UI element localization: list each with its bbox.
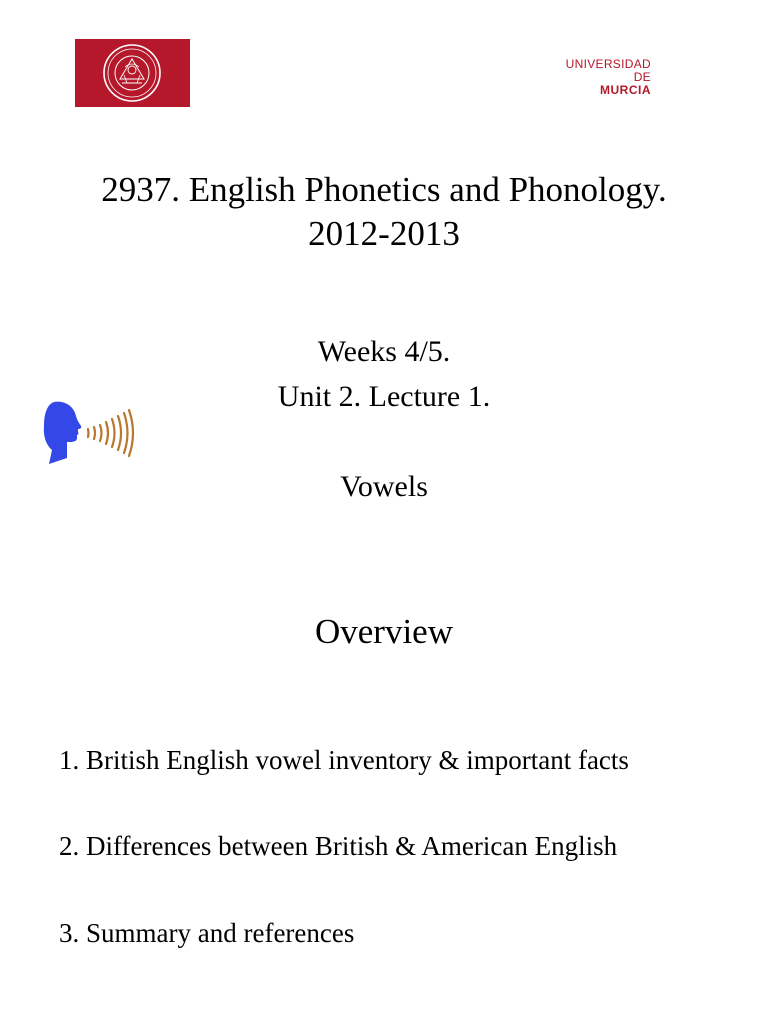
overview-heading: Overview	[314, 612, 453, 651]
course-title-line2: 2012-2013	[308, 214, 460, 253]
course-title-line1: 2937. English Phonetics and Phonology.	[101, 170, 667, 209]
university-logo	[75, 39, 190, 107]
seal-icon	[75, 39, 190, 107]
course-title	[0, 168, 768, 256]
overview-item-1: 1. British English vowel inventory & important facts	[59, 745, 629, 775]
overview-item-2: 2. Differences between British & American English	[59, 831, 618, 861]
university-name-line2: MURCIA	[600, 83, 651, 97]
lecture-weeks: Weeks 4/5.	[317, 335, 451, 368]
lecture-topic: Vowels	[340, 470, 428, 503]
lecture-unit: Unit 2. Lecture 1.	[277, 380, 491, 413]
university-name	[545, 58, 651, 97]
overview-item-3: 3. Summary and references	[59, 918, 355, 948]
speaking-head-icon	[40, 398, 135, 466]
university-name-line1: UNIVERSIDAD DE	[565, 57, 651, 84]
